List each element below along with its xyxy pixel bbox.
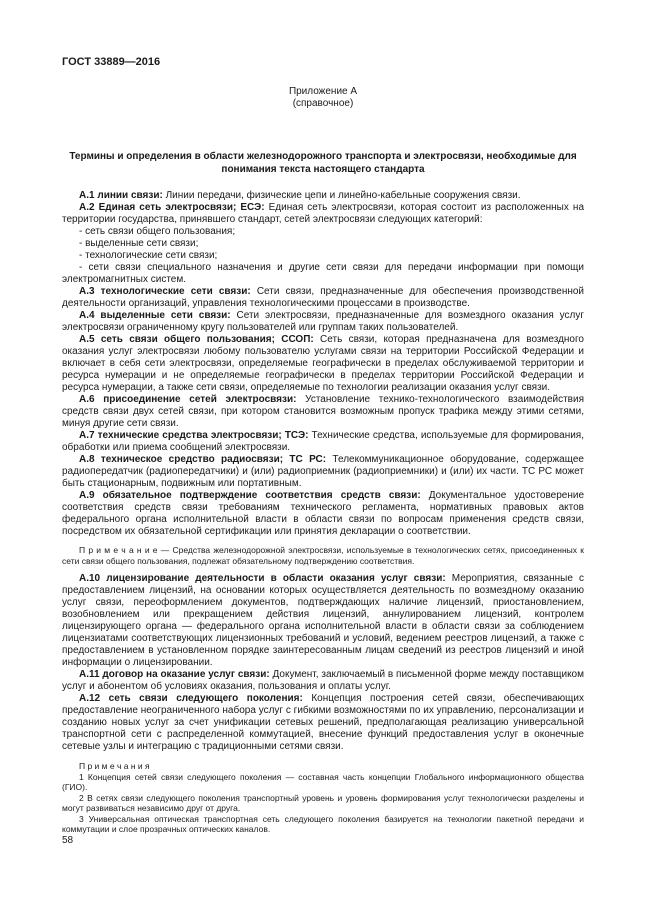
appendix-heading (62, 86, 584, 110)
list-item-a2-3: - технологические сети связи; (79, 250, 218, 261)
definition-a5 (62, 334, 584, 394)
term-a10: А.10 лицензирование деятельности в области оказания услуг связи: (79, 573, 446, 584)
final-notes (62, 761, 584, 835)
term-a7: А.7 технические средства электросвязи; ТСЭ: (79, 430, 309, 441)
definition-a6 (62, 394, 584, 430)
term-a1: А.1 линии связи: (79, 190, 163, 201)
term-a2: А.2 Единая сеть электросвязи; ЕСЭ: (79, 202, 265, 213)
def-text-a9: Документальное удостоверение соответствия средств связи требованиям технического регламента, нормативных правовых актов федерального органа исполнительной власти в области связи по вопросам применения средств связи, посредством их обязательной сертификации или принятия декларации о соответствии. (62, 490, 585, 537)
term-a5: А.5 сеть связи общего пользования; ССОП: (79, 334, 314, 345)
definition-a10 (62, 573, 584, 669)
term-a9: А.9 обязательное подтверждение соответствия средств связи: (79, 490, 421, 501)
note-a9-text: — Средства железнодорожной электросвязи, используемые в технологических сетях, присоединенных к сети связи общего пользования, подлежат обязательному подтверждению соответствия. (62, 545, 584, 566)
def-text-a12: Концепция построения сетей связи, обеспечивающих предоставление неограниченного набора услуг с гибкими возможностями по их управлению, персонализации и созданию новых услуг за счет унификации сетевых решений, предполагающая реализацию универсальной транспортной сети с распределенной коммутацией, внесение функций предоставления услуг в оконечные сетевые узлы и интеграцию с традиционными сетями связи. (62, 693, 584, 752)
definition-a11 (62, 669, 584, 693)
def-text-a4: Сети электросвязи, предназначенные для возмездного оказания услуг электросвязи ограниченному кругу пользователей или группам таких пользователей. (62, 310, 584, 333)
term-a4: А.4 выделенные сети связи: (79, 310, 231, 321)
def-text-a6: Установление технико-технологического взаимодействия средств связи двух сетей связи, при котором становится возможным пропуск трафика между этими сетями, минуя другие сети связи. (62, 394, 584, 429)
term-a6: А.6 присоединение сетей электросвязи: (79, 394, 297, 405)
list-item-a2-2: - выделенные сети связи; (79, 238, 199, 249)
list-item-a2-4: - сети связи специального назначения и другие сети связи для передачи информации при помощи электромагнитных систем. (62, 262, 584, 285)
def-text-a7: Технические средства, используемые для формирования, обработки или приема сообщений электросвязи. (62, 430, 584, 453)
appendix-label: Приложение А (288, 86, 358, 97)
def-text-a8: Телекоммуникационное оборудование, содержащее радиопередатчик (радиопередатчики) и (или) радиоприемник (радиоприемники) и (или) их части. ТС РС может быть стационарным, подвижным или портативным. (62, 454, 584, 489)
definition-a9 (62, 490, 584, 538)
term-a3: А.3 технологические сети связи: (79, 286, 251, 297)
note-item-1: 1 Концепция сетей связи следующего поколения — составная часть концепции Глобального информационного общества (ГИО). (62, 771, 584, 792)
document-body (62, 190, 584, 847)
term-a11: А.11 договор на оказание услуг связи: (79, 669, 270, 680)
definition-a8 (62, 454, 584, 490)
definition-a12 (62, 693, 584, 753)
note-item-3: 3 Универсальная оптическая транспортная сеть следующего поколения базируется на технологии пакетной передачи и коммутации и слое прозрачных оптических каналов. (62, 813, 584, 834)
page-number: 58 (62, 834, 74, 846)
term-a12: А.12 сеть связи следующего поколения: (79, 693, 303, 704)
definition-a2 (62, 202, 584, 226)
notes-header: П р и м е ч а н и я (79, 761, 150, 771)
def-text-a5: Сеть связи, которая предназначена для возмездного оказания услуг электросвязи любому пользователю услугами связи на территории Российской Федерации и включает в себя сети электросвязи, определяемые географически в пределах обслуживаемой территории и ресурса нумерации и не определяемые географически в пределах территории Российской Федерации и ресурса нумерации, а также сети связи, определяемые по технологии реализации оказания услуг связи. (62, 334, 584, 393)
note-item-2: 2 В сетях связи следующего поколения транспортный уровень и уровень формирования услуг технологически разделены и могут развиваться независимо друг от друга. (62, 792, 584, 813)
appendix-kind: (справочное) (292, 98, 354, 109)
def-text-a1: Линии передачи, физические цепи и линейно-кабельные сооружения связи. (165, 190, 521, 201)
term-a8: А.8 техническое средство радиосвязи; ТС РС: (79, 454, 327, 465)
note-a9 (62, 545, 584, 566)
def-text-a10: Мероприятия, связанные с предоставлением лицензий, на основании которых осуществляется деятельность по возмездному оказанию услуг связи, переоформлением документов, подтверждающих наличие лицензий, приостановлением, возобновлением или прекращением действия лицензий, аннулированием лицензий, контролем лицензирующего органа — федерального органа исполнительной власти в области связи за соблюдением лицензиатами соответствующих лицензионных требований и условий, ведением реестров лицензий, а также с предоставлением в установленном порядке заинтересованным лицам сведений из реестров лицензий и иной информации о лицензировании. (62, 573, 585, 668)
list-item-a2-1: - сеть связи общего пользования; (79, 226, 236, 237)
note-a9-label: П р и м е ч а н и е (79, 545, 158, 555)
doc-number: ГОСТ 33889—2016 (62, 56, 161, 68)
definition-a3 (62, 286, 584, 310)
appendix-title: Термины и определения в области железнодорожного транспорта и электросвязи, необходимые для понимания текста настоящего стандарта (69, 151, 577, 175)
def-text-a3: Сети связи, предназначенные для обеспечения производственной деятельности организаций, управления технологическими процессами в производстве. (62, 286, 585, 309)
def-text-a2: Единая сеть электросвязи, которая состоит из расположенных на территории государства, принявшего стандарт, сетей электросвязи следующих категорий: (62, 202, 585, 225)
def-text-a11: Документ, заключаемый в письменной форме между поставщиком услуг и абонентом об условиях оказания, пользования и оплаты услуг. (62, 669, 584, 692)
definition-a4 (62, 310, 584, 334)
definition-a1 (62, 190, 584, 202)
definition-a7 (62, 430, 584, 454)
